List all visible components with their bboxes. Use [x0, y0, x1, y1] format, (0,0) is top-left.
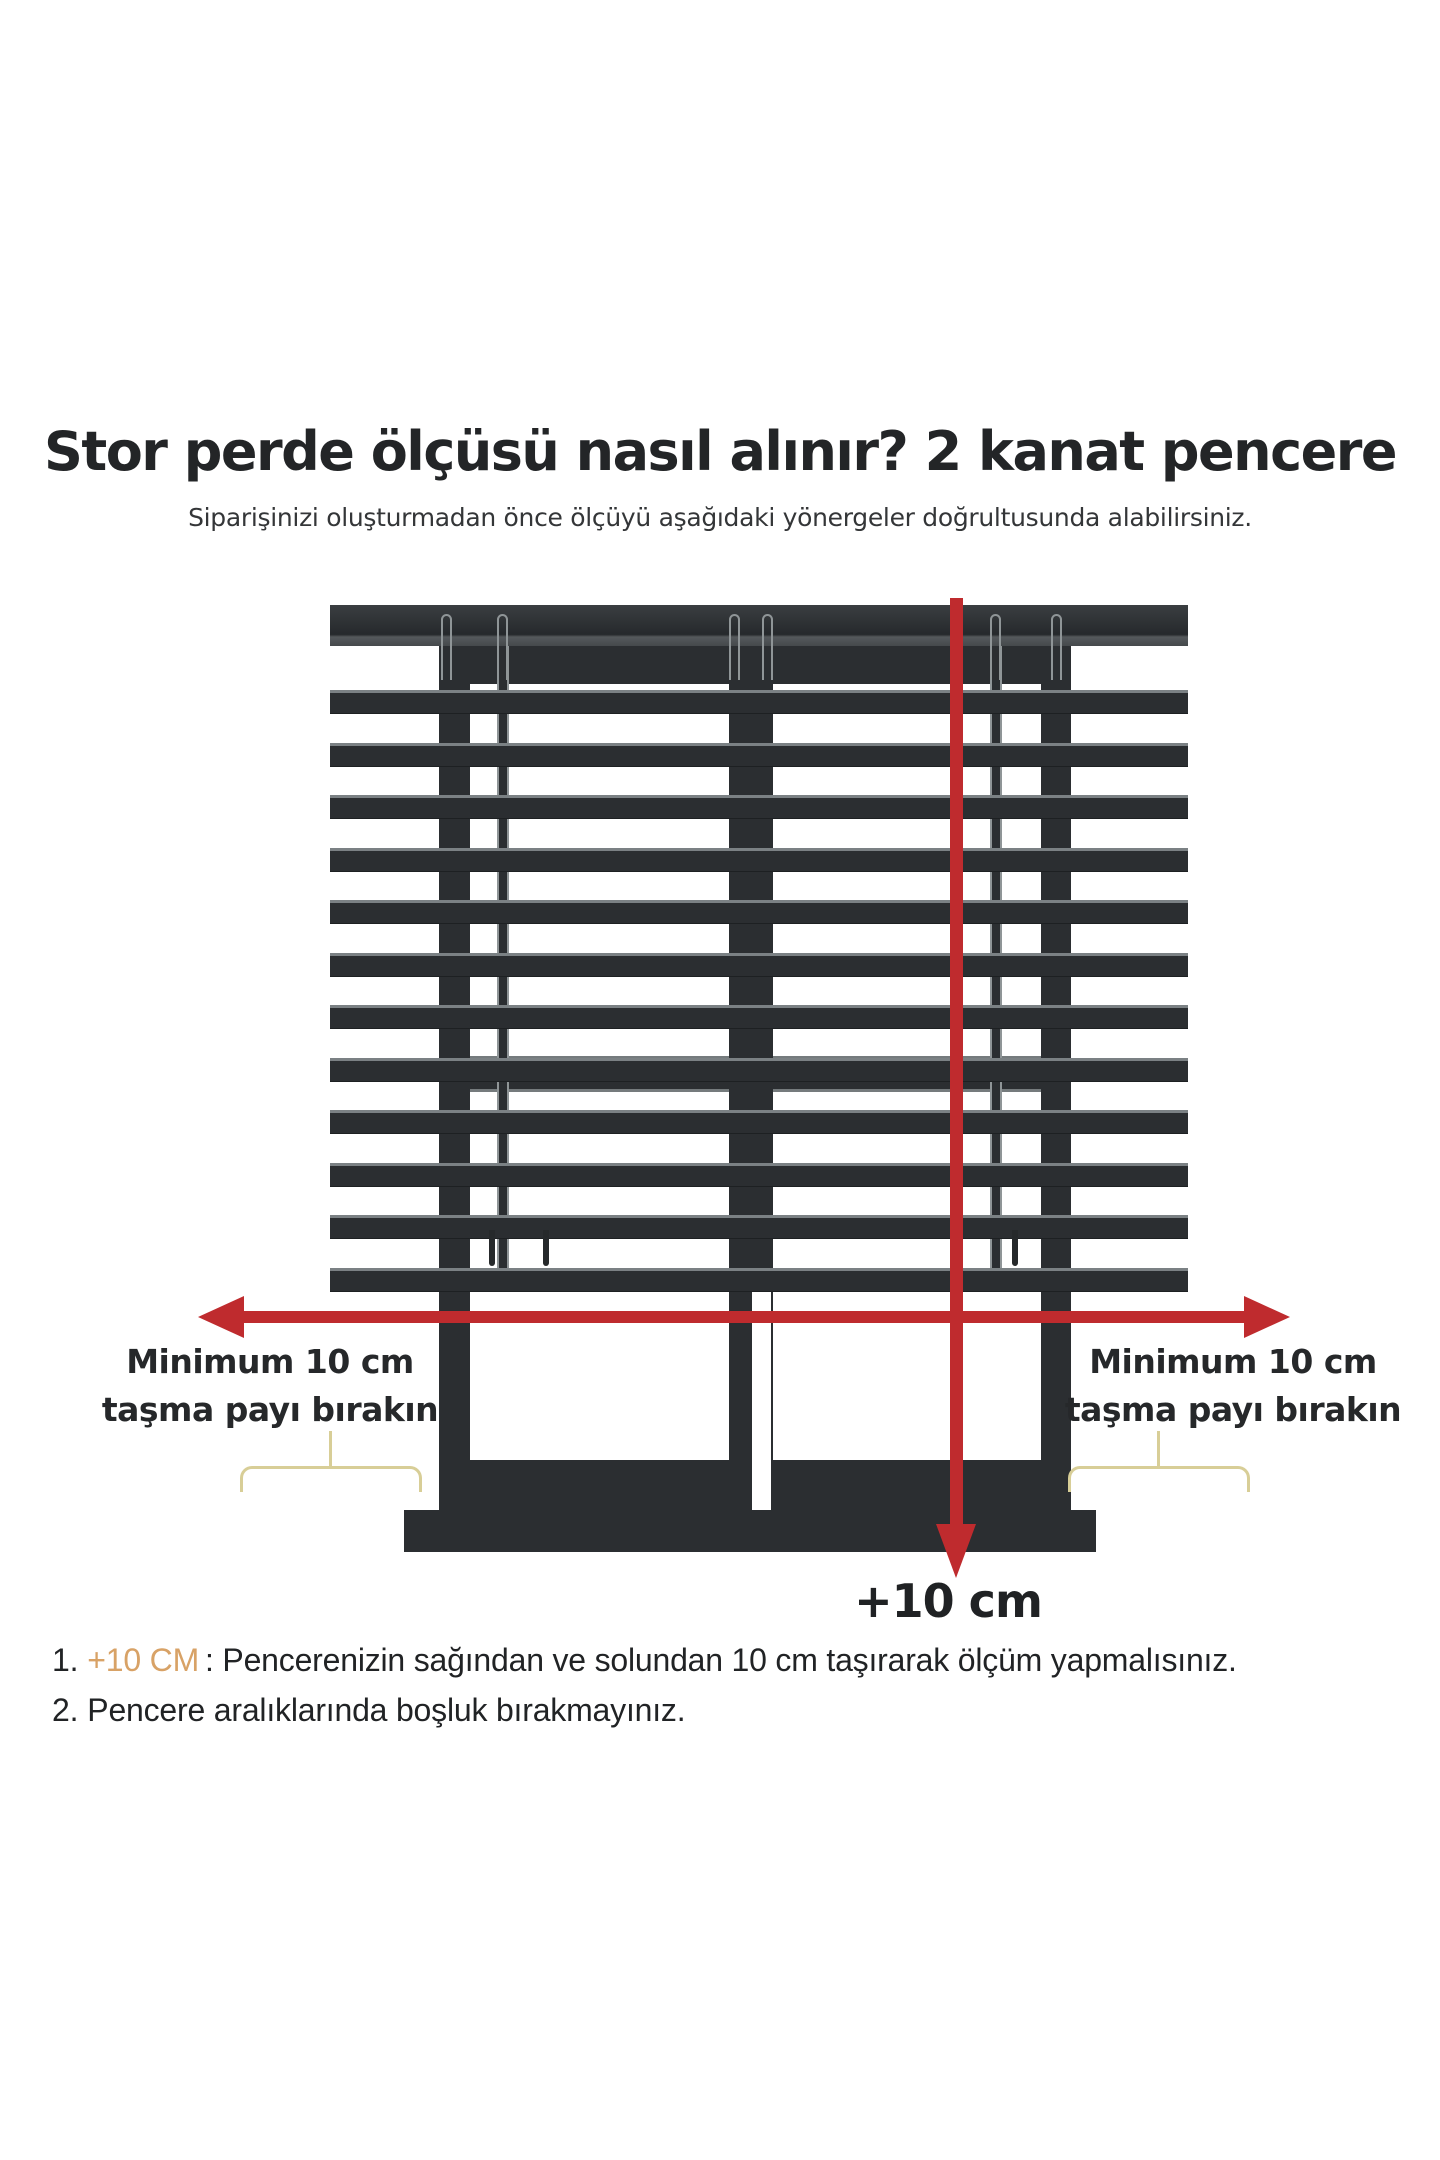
instruction-1 [52, 1642, 1237, 1679]
left-overhang-brace-stem [329, 1431, 332, 1466]
right-overhang-label-line1: Minimum 10 cm [1089, 1342, 1377, 1381]
blind-slat [330, 1110, 1188, 1134]
right-overhang-brace-icon [1068, 1466, 1250, 1492]
page-subtitle: Siparişinizi oluşturmadan önce ölçüyü aşağıdaki yönergeler doğrultusunda alabilirsiniz. [188, 503, 1252, 532]
left-overhang-label-line1: Minimum 10 cm [126, 1342, 414, 1381]
blind-slats [330, 690, 1188, 1292]
left-overhang-label [95, 1338, 445, 1434]
left-overhang-label-line2: taşma payı bırakın [101, 1390, 439, 1429]
window-sill [404, 1510, 1096, 1552]
width-arrow-right-head-icon [1244, 1296, 1290, 1338]
blind-slat [330, 1058, 1188, 1082]
blind-slat [330, 743, 1188, 767]
headrail-slit [762, 614, 773, 680]
blind-cord [1012, 1230, 1018, 1266]
blind-slat [330, 848, 1188, 872]
blind-slat [330, 1215, 1188, 1239]
page-title: Stor perde ölçüsü nasıl alınır? 2 kanat pencere [43, 420, 1396, 483]
instruction-1-text: : Pencerenizin sağından ve solundan 10 cm taşırarak ölçüm yapmalısınız. [205, 1642, 1237, 1678]
blind-slat [330, 1163, 1188, 1187]
height-arrow-down-head-icon [936, 1524, 976, 1578]
headrail-slit [729, 614, 740, 680]
left-overhang-brace-icon [240, 1466, 422, 1492]
instruction-1-highlight: +10 CM [87, 1642, 200, 1678]
blind-slat [330, 690, 1188, 714]
blind-slat [330, 1268, 1188, 1292]
headrail-slit [497, 614, 508, 680]
blind-slat [330, 795, 1188, 819]
right-overhang-label [1058, 1338, 1408, 1434]
blind-slat [330, 900, 1188, 924]
window-sash-gap [752, 1292, 771, 1510]
height-measure-arrow [950, 598, 963, 1530]
right-overhang-label-line2: taşma payı bırakın [1064, 1390, 1402, 1429]
blind-cord [543, 1230, 549, 1266]
right-overhang-brace-stem [1157, 1431, 1160, 1466]
instruction-2-text: Pencere aralıklarında boşluk bırakmayınız. [87, 1692, 686, 1728]
height-arrow-label: +10 cm [854, 1574, 1042, 1628]
headrail-slit [990, 614, 1001, 680]
instruction-1-number: 1. [52, 1642, 79, 1678]
instruction-2 [52, 1692, 685, 1729]
width-measure-arrow [240, 1311, 1244, 1323]
headrail-slit [441, 614, 452, 680]
headrail-slit [1051, 614, 1062, 680]
width-arrow-left-head-icon [198, 1296, 244, 1338]
blind-slat [330, 953, 1188, 977]
instruction-2-number: 2. [52, 1692, 79, 1728]
blind-cord [489, 1230, 495, 1266]
blind-slat [330, 1005, 1188, 1029]
